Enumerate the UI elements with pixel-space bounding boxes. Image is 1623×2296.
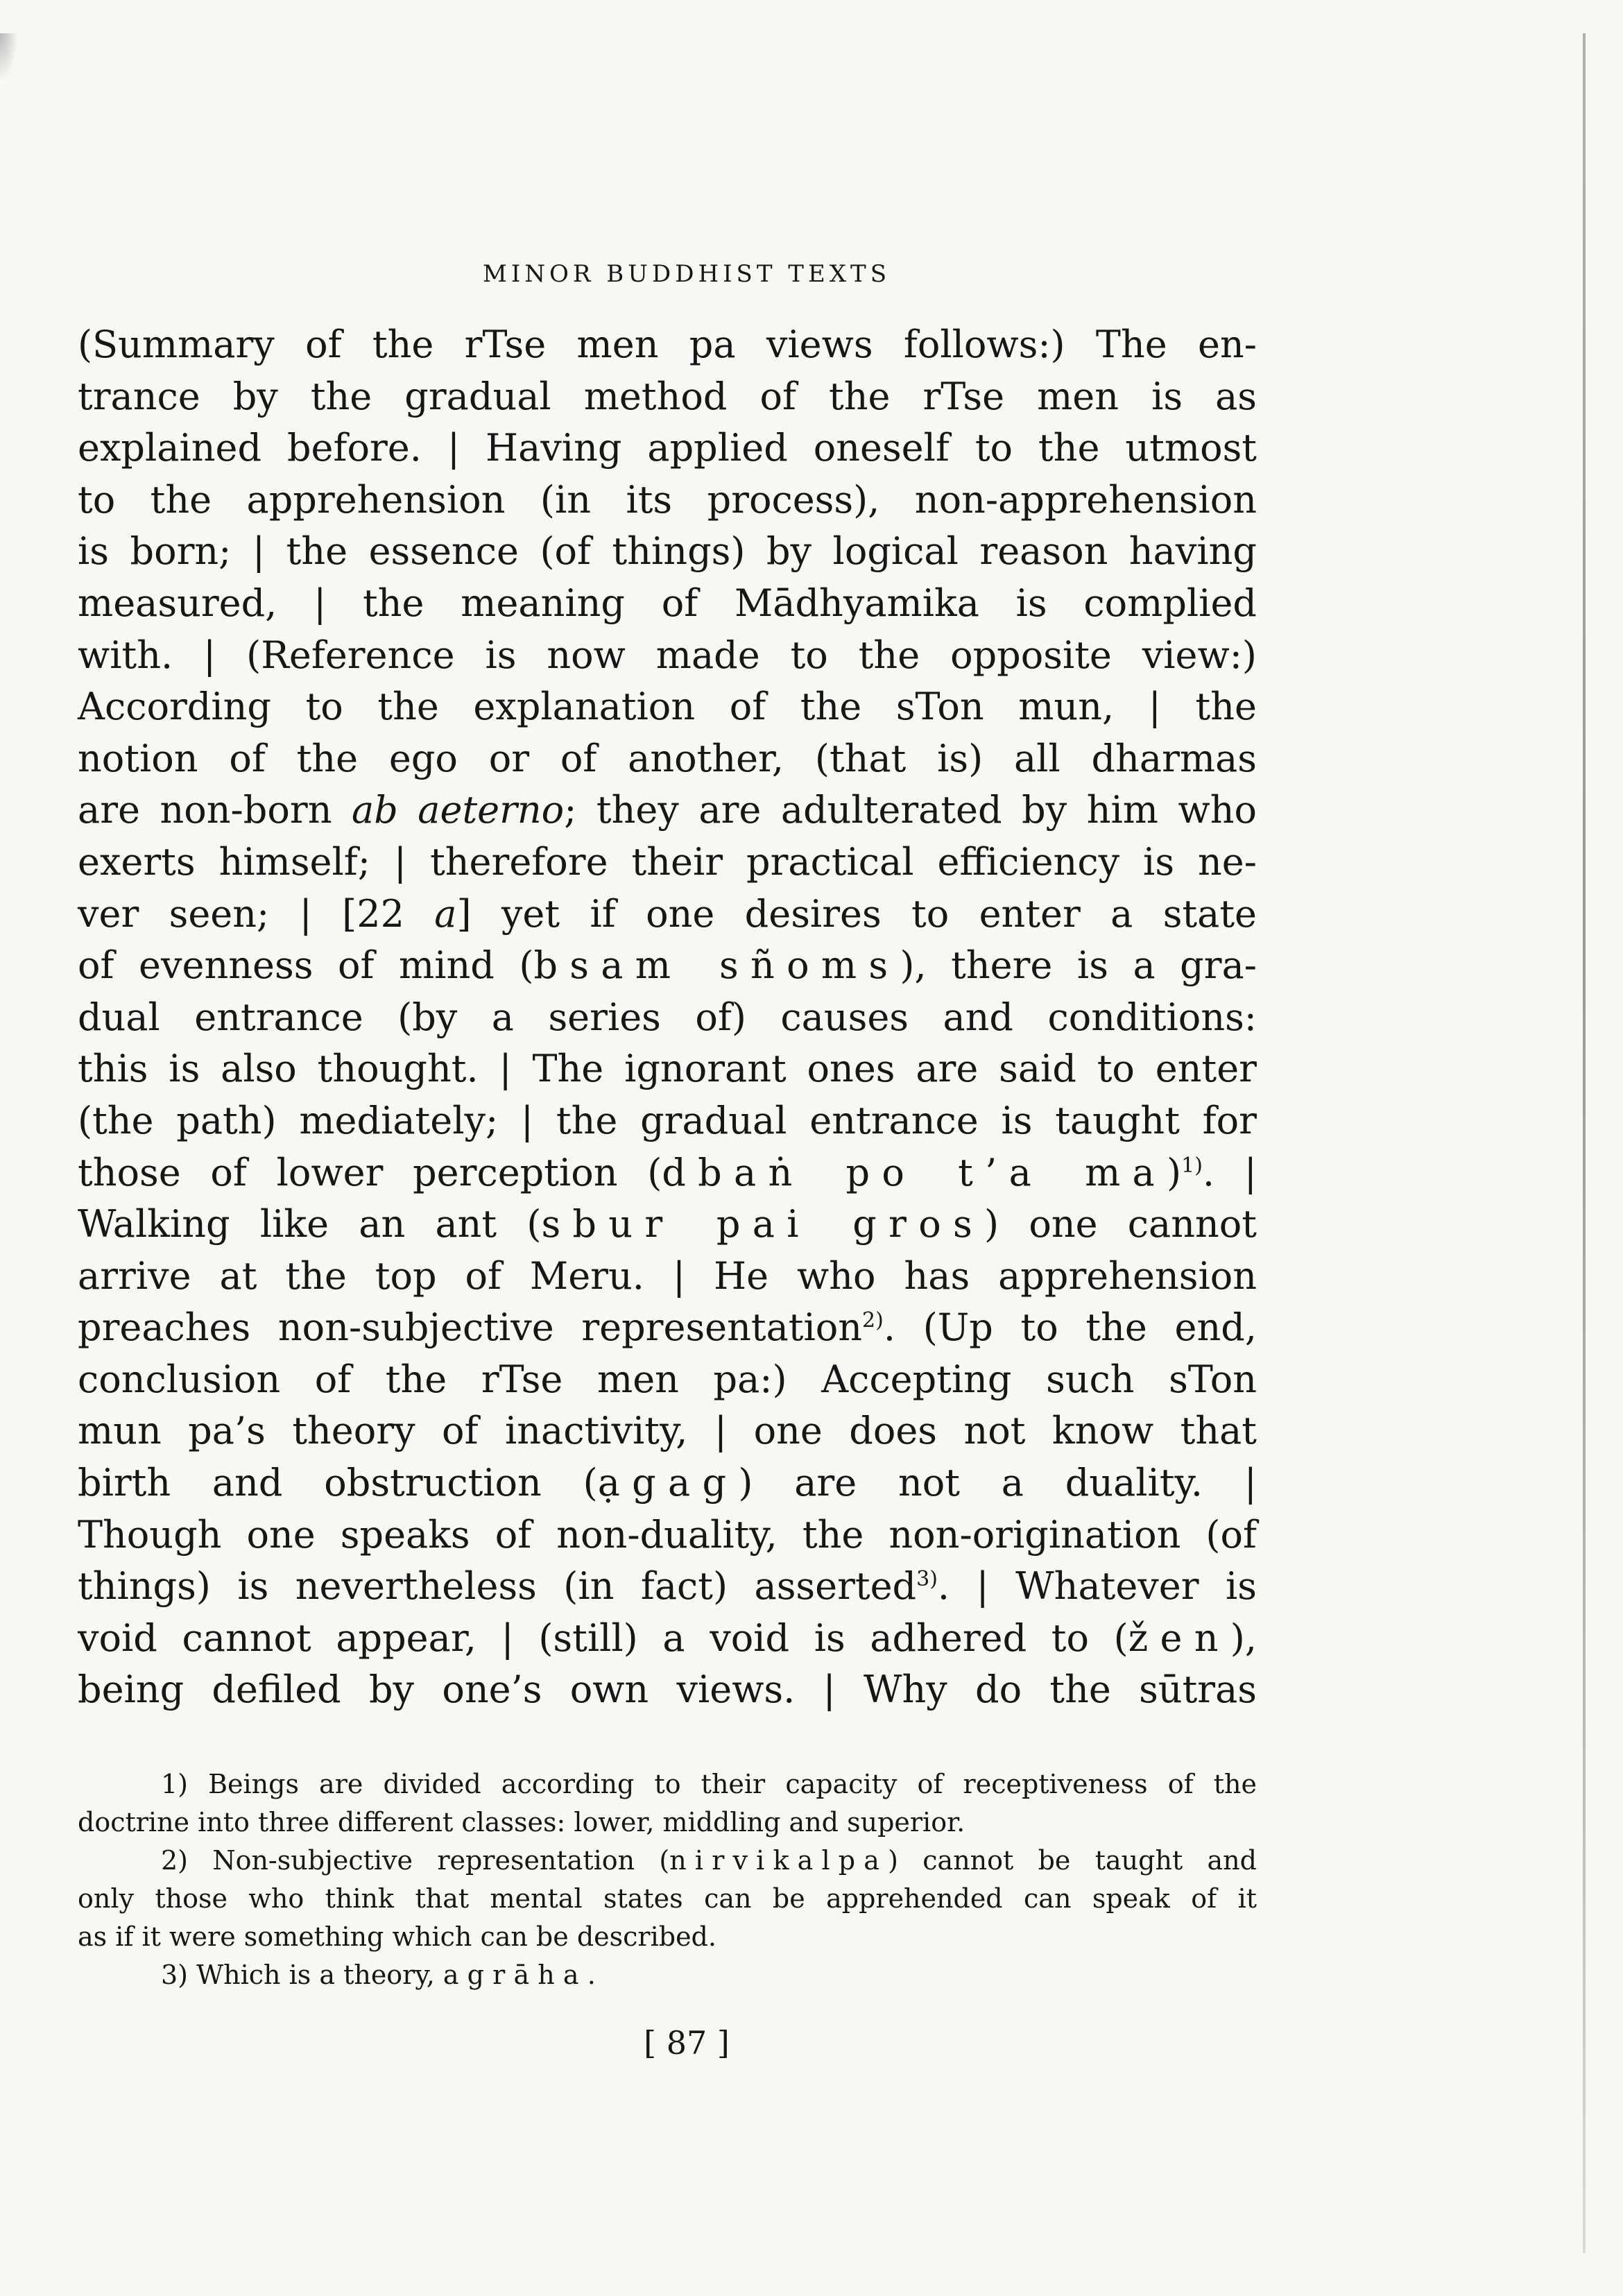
text-line: mun pa’s theory of inactivity, | one does not know that bbox=[78, 1409, 1257, 1453]
text-line: to the apprehension (in its process), non-apprehension bbox=[78, 477, 1257, 522]
text-line: notion of the ego or of another, (that is) all dharmas bbox=[78, 736, 1257, 780]
footnote-line: as if it were something which can be described. bbox=[78, 1921, 716, 1952]
page-number: [ 87 ] bbox=[644, 2024, 730, 2062]
footnote-ref: 1) bbox=[1181, 1153, 1203, 1178]
italic-term: ab aeterno bbox=[352, 788, 565, 832]
text-line: exerts himself; | therefore their practical efficiency is ne- bbox=[78, 839, 1257, 884]
body-text bbox=[78, 319, 1257, 1716]
text-line: with. | (Reference is now made to the opposite view:) bbox=[78, 633, 1257, 677]
footnote-ref: 2) bbox=[862, 1308, 884, 1333]
text-line: void cannot appear, | (still) a void is adhered to (žen), bbox=[78, 1616, 1257, 1660]
footnote-ref: 3) bbox=[916, 1567, 938, 1592]
text-line: being defiled by one’s own views. | Why do the sūtras bbox=[78, 1668, 1257, 1712]
footnote-line: 2) Non-subjective representation (nirvikalpa) cannot be taught and bbox=[161, 1845, 1257, 1876]
footnote-line: 3) Which is a theory, a grāha. bbox=[161, 1960, 596, 1990]
text-line: this is also thought. | The ignorant ones are said to enter bbox=[78, 1047, 1257, 1091]
footnote-line: 1) Beings are divided according to their capacity of receptiveness of the bbox=[161, 1769, 1257, 1799]
tibetan-term: žen bbox=[1128, 1616, 1230, 1660]
text-line: birth and obstruction (ạgag) are not a duality. | bbox=[78, 1461, 1257, 1505]
text-line: of evenness of mind (bsam sñoms), there is a gra- bbox=[78, 943, 1257, 988]
text-line: Though one speaks of non-duality, the non-origination (of bbox=[78, 1512, 1257, 1557]
text-line: things) is nevertheless (in fact) asserted$^{3)}$. | Whatever is bbox=[78, 1564, 1257, 1609]
footnotes bbox=[78, 1765, 1257, 1994]
text-line: (the path) mediately; | the gradual entrance is taught for bbox=[78, 1098, 1257, 1142]
tibetan-term: grāha bbox=[467, 1960, 587, 1990]
text-line: dual entrance (by a series of) causes and conditions: bbox=[78, 995, 1257, 1039]
text-line: Walking like an ant (sbur pai gros) one cannot bbox=[78, 1202, 1257, 1246]
text-line: ver seen; | [22 a] yet if one desires to enter a state bbox=[78, 891, 1257, 936]
text-line: measured, | the meaning of Mādhyamika is complied bbox=[78, 581, 1257, 625]
footnote-line: only those who think that mental states can be apprehended can speak of it bbox=[78, 1883, 1257, 1914]
text-line: arrive at the top of Meru. | He who has apprehension bbox=[78, 1253, 1257, 1298]
page-edge-shadow bbox=[1583, 33, 1586, 2253]
footnote-line: doctrine into three different classes: lower, middling and superior. bbox=[78, 1807, 965, 1837]
text-line: (Summary of the rTse men pa views follows:) The en- bbox=[78, 323, 1257, 366]
text-line: conclusion of the rTse men pa:) Accepting such sTon bbox=[78, 1357, 1257, 1401]
tibetan-term: nirvikalpa bbox=[669, 1845, 888, 1876]
text-line: According to the explanation of the sTon mun, | the bbox=[78, 685, 1257, 729]
text-line: preaches non-subjective representation$^{2)}$. (Up to the end, bbox=[78, 1305, 1257, 1350]
running-head: MINOR BUDDHIST TEXTS bbox=[483, 260, 891, 288]
tibetan-term: sbur pai gros bbox=[541, 1202, 985, 1246]
scan-corner-mark bbox=[0, 33, 18, 82]
text-line: explained before. | Having applied oneself to the utmost bbox=[78, 426, 1257, 470]
text-line: those of lower perception (dbaṅ po t’a ma)$^{1)}$. | bbox=[78, 1150, 1257, 1194]
text-line: are non-born ab aeterno; they are adulterated by him who bbox=[78, 788, 1257, 832]
text-line: is born; | the essence (of things) by logical reason having bbox=[78, 529, 1257, 574]
tibetan-term: bsam sñoms bbox=[533, 943, 900, 988]
text-line: trance by the gradual method of the rTse men is as bbox=[78, 374, 1257, 418]
italic-term: a bbox=[434, 891, 457, 936]
tibetan-term: dbaṅ po t’a ma bbox=[662, 1150, 1167, 1194]
tibetan-term: ạgag bbox=[597, 1461, 739, 1505]
